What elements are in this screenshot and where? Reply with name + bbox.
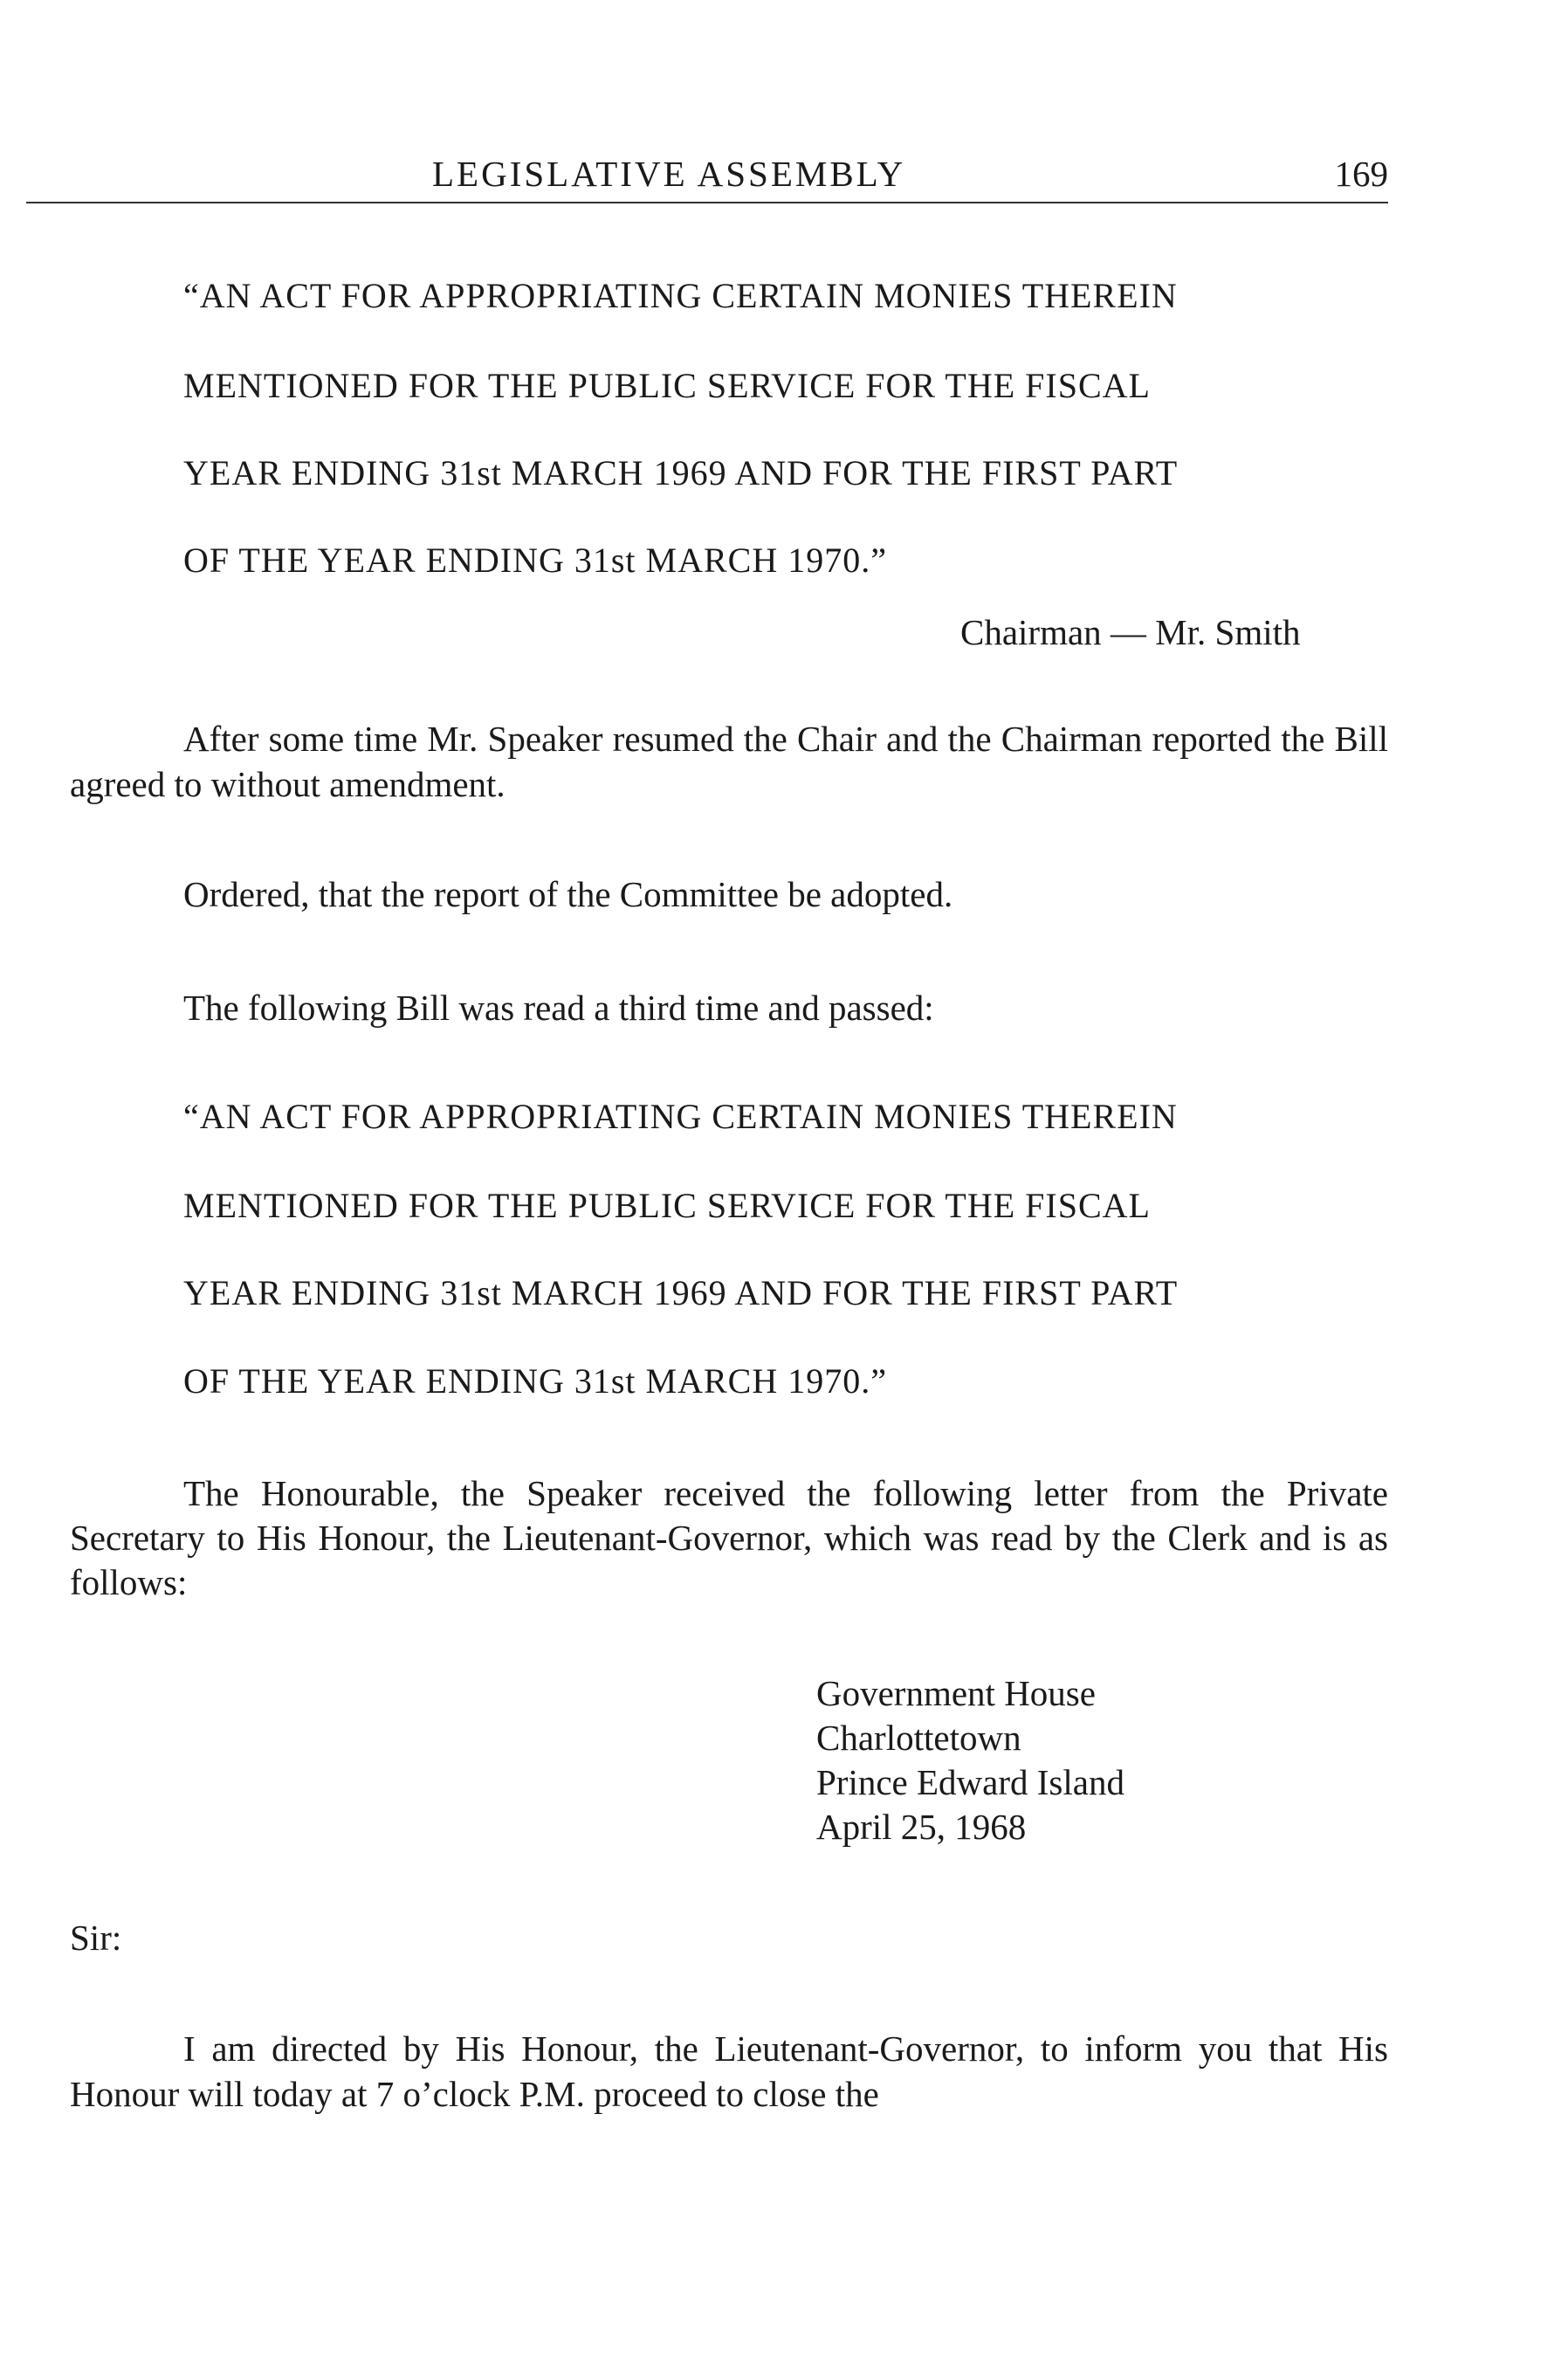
paragraph-third-reading: The following Bill was read a third time and passed: (183, 988, 934, 1028)
paragraph-speaker-resumed: After some time Mr. Speaker resumed the Chair and the Chairman reported the Bill agreed to without amendment. (70, 719, 1388, 804)
bill-title-2-line-2: MENTIONED FOR THE PUBLIC SERVICE FOR THE FISCAL (183, 1186, 1151, 1225)
bill-title-1-line-2: MENTIONED FOR THE PUBLIC SERVICE FOR THE FISCAL (183, 366, 1151, 405)
bill-title-2-line-1: “AN ACT FOR APPROPRIATING CERTAIN MONIES THEREIN (183, 1097, 1178, 1136)
address-line-2: Charlottetown (816, 1718, 1021, 1758)
paragraph-ordered: Ordered, that the report of the Committee be adopted. (183, 874, 953, 914)
address-line-4: April 25, 1968 (816, 1807, 1027, 1847)
running-head: LEGISLATIVE ASSEMBLY (432, 154, 906, 194)
paragraph-letter-intro: The Honourable, the Speaker received the following letter from the Private Secretary to His Honour, the Lieutenant-Governor, which was read by the Clerk and is as follows: (70, 1473, 1388, 1602)
page-number: 169 (1334, 154, 1388, 194)
bill-title-1-line-4: OF THE YEAR ENDING 31st MARCH 1970.” (183, 541, 887, 580)
address-line-1: Government House (816, 1673, 1096, 1713)
letter-body: I am directed by His Honour, the Lieutenant-Governor, to inform you that His Honour will today at 7 o’clock P.M. proceed to close the (70, 2028, 1388, 2114)
page-header (26, 144, 1388, 205)
header-rule (26, 202, 1388, 203)
address-line-3: Prince Edward Island (816, 1762, 1124, 1802)
salutation: Sir: (70, 1918, 122, 1958)
bill-title-1-line-3: YEAR ENDING 31st MARCH 1969 AND FOR THE FIRST PART (183, 453, 1179, 492)
chairman-line: Chairman — Mr. Smith (960, 612, 1301, 652)
bill-title-1-line-1: “AN ACT FOR APPROPRIATING CERTAIN MONIES THEREIN (183, 276, 1178, 315)
bill-title-2-line-4: OF THE YEAR ENDING 31st MARCH 1970.” (183, 1361, 887, 1401)
bill-title-2-line-3: YEAR ENDING 31st MARCH 1969 AND FOR THE FIRST PART (183, 1273, 1179, 1312)
